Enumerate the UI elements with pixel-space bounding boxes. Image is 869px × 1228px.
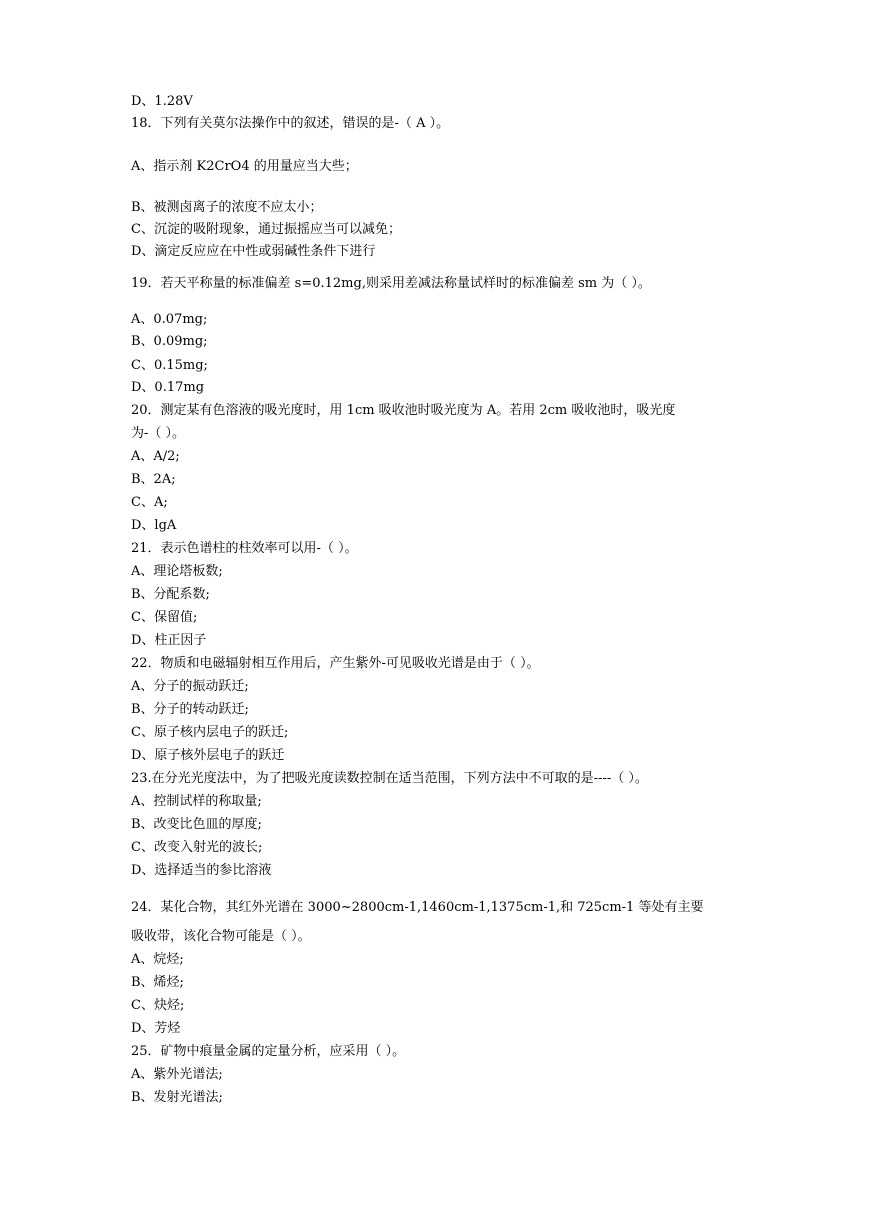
question-25: 25．矿物中痕量金属的定量分析，应采用（ ）。 [131,1044,406,1059]
option-line: B、2A; [131,472,176,487]
option-line: B、改变比色皿的厚度; [131,817,262,832]
question-21: 21．表示色谱柱的柱效率可以用-（ ）。 [131,541,358,556]
question-19: 19．若天平称量的标准偏差 s=0.12mg,则采用差减法称量试样时的标准偏差 sm 为（ ）。 [131,276,651,291]
option-line: D、0.17mg [131,380,205,395]
option-line: B、发射光谱法; [131,1090,223,1105]
option-line: C、A; [131,495,168,510]
text-line: 吸收带，该化合物可能是（ ）。 [131,929,311,944]
option-line: B、分配系数; [131,587,210,602]
option-line: C、原子核内层电子的跃迁; [131,725,289,740]
text-line: D、1.28V [131,94,193,109]
option-line: D、滴定反应应在中性或弱碱性条件下进行 [131,244,376,259]
option-line: A、紫外光谱法; [131,1067,223,1082]
option-line: B、被测卤离子的浓度不应太小； [131,200,323,215]
option-line: A、A/2; [131,449,180,464]
option-line: B、0.09mg; [131,334,208,349]
option-line: A、分子的振动跃迁; [131,679,249,694]
question-22: 22．物质和电磁辐射相互作用后，产生紫外-可见吸收光谱是由于（ ）。 [131,656,540,671]
option-line: D、柱正因子 [131,633,207,648]
option-line: B、烯烃; [131,975,184,990]
option-line: C、炔烃; [131,998,185,1013]
option-line: A、理论塔板数; [131,564,223,579]
option-line: D、原子核外层电子的跃迁 [131,748,285,763]
option-line: A、指示剂 K2CrO4 的用量应当大些； [131,159,358,174]
question-18: 18．下列有关莫尔法操作中的叙述，错误的是-（ A ）。 [131,116,450,131]
option-line: C、改变入射光的波长; [131,840,263,855]
text-line: 为-（ ）。 [131,426,186,441]
question-24: 24．某化合物，其红外光谱在 3000~2800cm-1,1460cm-1,1375cm-1,和 725cm-1 等处有主要 [131,900,704,915]
option-line: C、保留值; [131,610,198,625]
option-line: A、控制试样的称取量; [131,794,262,809]
option-line: D、芳烃 [131,1021,181,1036]
option-line: A、0.07mg; [131,312,208,327]
option-line: D、lgA [131,518,177,533]
question-23: 23.在分光光度法中，为了把吸光度读数控制在适当范围，下列方法中不可取的是----（ ）。 [131,771,648,786]
option-line: B、分子的转动跃迁; [131,702,249,717]
option-line: A、烷烃; [131,952,184,967]
option-line: C、沉淀的吸附现象，通过振摇应当可以减免； [131,222,401,237]
question-20: 20．测定某有色溶液的吸光度时，用 1cm 吸收池时吸光度为 A。若用 2cm 吸收池时，吸光度 [131,403,676,418]
option-line: D、选择适当的参比溶液 [131,863,272,878]
option-line: C、0.15mg; [131,358,208,373]
